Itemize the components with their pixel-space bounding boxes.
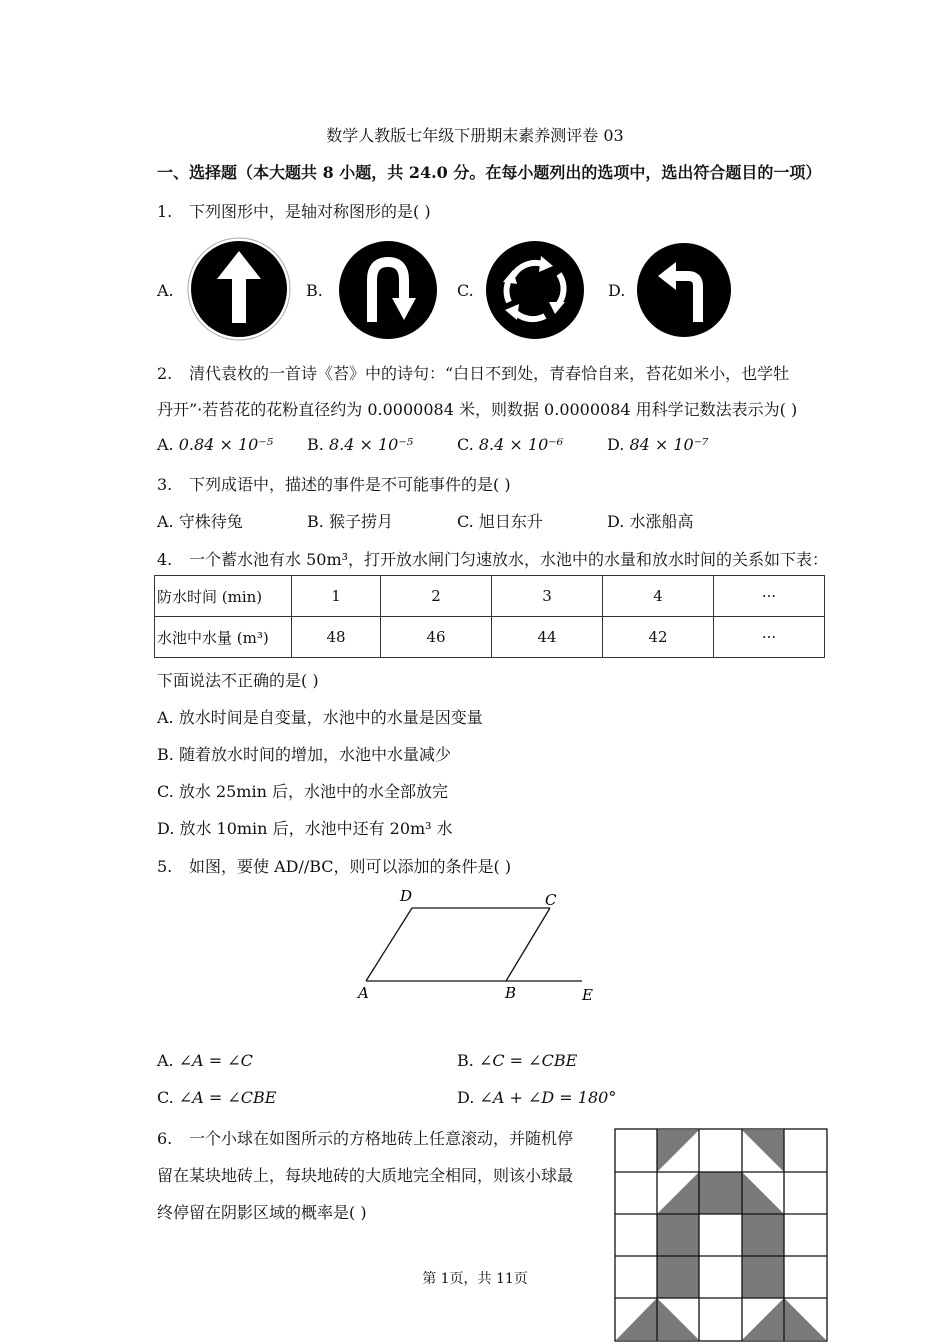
table-cell: 2 (381, 576, 492, 617)
table-cell: ··· (714, 617, 825, 658)
question-3 (157, 472, 511, 495)
option-a: A. 守株待兔 (157, 512, 243, 531)
question-text-line1: 一个小球在如图所示的方格地砖上任意滚动，并随机停 (189, 1129, 574, 1148)
option-c: C. 放水 25min 后，水池中的水全部放完 (157, 782, 448, 801)
option-a: A. 放水时间是自变量，水池中的水量是因变量 (157, 708, 483, 727)
question-text: 如图，要使 AD//BC，则可以添加的条件是( ) (189, 857, 512, 876)
option-c: C. 旭日东升 (457, 512, 543, 531)
question-6 (157, 1126, 573, 1149)
point-label-b: B (505, 984, 517, 1002)
parallelogram-figure (350, 880, 610, 1010)
table-cell: 4 (603, 576, 714, 617)
left-turn-icon (636, 242, 732, 338)
question-4 (157, 547, 828, 570)
question-number: 1. (157, 202, 173, 221)
question-text: 一个蓄水池有水 50m³，打开放水闸门匀速放水，水池中的水量和放水时间的关系如下表： (189, 550, 829, 569)
question-2-line2: 丹开”·若苔花的花粉直径约为 0.0000084 米，则数据 0.0000084 用科学记数法表示为( ) (157, 400, 798, 419)
table-cell: 3 (492, 576, 603, 617)
table-cell: 1 (292, 576, 381, 617)
question-3-options (157, 509, 757, 532)
question-text: 下列成语中，描述的事件是不可能事件的是( ) (189, 475, 511, 494)
option-d: D. 放水 10min 后，水池中还有 20m³ 水 (157, 819, 453, 838)
table-cell: 防水时间 (min) (155, 576, 292, 617)
option-a: A. 0.84 × 10⁻⁵ (157, 435, 274, 454)
page-title: 数学人教版七年级下册期末素养测评卷 03 (326, 126, 624, 145)
option-b: B. 8.4 × 10⁻⁵ (307, 435, 414, 454)
question-text-line1: 清代袁枚的一首诗《苔》中的诗句：“白日不到处，青春恰自来，苔花如米小，也学牡 (189, 364, 790, 383)
point-label-d: D (400, 887, 413, 905)
data-table (154, 575, 825, 658)
question-1 (157, 199, 431, 222)
question-number: 6. (157, 1129, 173, 1148)
section-heading: 一、选择题（本大题共 8 小题，共 24.0 分。在每小题列出的选项中，选出符合题目的一项） (157, 163, 822, 182)
question-6-line3: 终停留在阴影区域的概率是( ) (157, 1203, 367, 1222)
question-number: 2. (157, 364, 173, 383)
table-row (155, 617, 825, 658)
table-row (155, 576, 825, 617)
option-label-c: C. (457, 281, 474, 300)
point-label-a: A (358, 984, 369, 1002)
point-label-c: C (545, 891, 557, 909)
question-text: 下列图形中，是轴对称图形的是( ) (189, 202, 431, 221)
question-number: 3. (157, 475, 173, 494)
table-cell: 42 (603, 617, 714, 658)
option-label-a: A. (157, 281, 174, 300)
option-d: D. ∠A + ∠D = 180° (457, 1088, 617, 1107)
question-2-options (157, 435, 757, 454)
table-cell: 水池中水量 (m³) (155, 617, 292, 658)
tile-grid-figure (614, 1128, 828, 1342)
option-d: D. 水涨船高 (607, 512, 694, 531)
option-d: D. 84 × 10⁻⁷ (607, 435, 709, 454)
option-c: C. ∠A = ∠CBE (157, 1088, 277, 1107)
option-label-d: D. (608, 281, 626, 300)
roundabout-icon (485, 240, 585, 340)
question-number: 5. (157, 857, 173, 876)
page-footer: 第 1页，共 11页 (422, 1271, 528, 1287)
question-4-prompt: 下面说法不正确的是( ) (157, 671, 319, 690)
table-cell: 44 (492, 617, 603, 658)
option-b: B. 随着放水时间的增加，水池中水量减少 (157, 745, 451, 764)
point-label-e: E (582, 986, 593, 1004)
straight-arrow-icon (187, 237, 291, 341)
question-number: 4. (157, 550, 173, 569)
table-cell: ··· (714, 576, 825, 617)
question-6-line2: 留在某块地砖上，每块地砖的大质地完全相同，则该小球最 (157, 1166, 574, 1185)
question-2 (157, 361, 789, 384)
u-turn-icon (338, 240, 438, 340)
table-cell: 46 (381, 617, 492, 658)
table-cell: 48 (292, 617, 381, 658)
option-b: B. ∠C = ∠CBE (457, 1051, 578, 1070)
option-a: A. ∠A = ∠C (157, 1051, 253, 1070)
question-5 (157, 854, 511, 877)
option-c: C. 8.4 × 10⁻⁶ (457, 435, 564, 454)
option-b: B. 猴子捞月 (307, 512, 393, 531)
option-label-b: B. (306, 281, 323, 300)
